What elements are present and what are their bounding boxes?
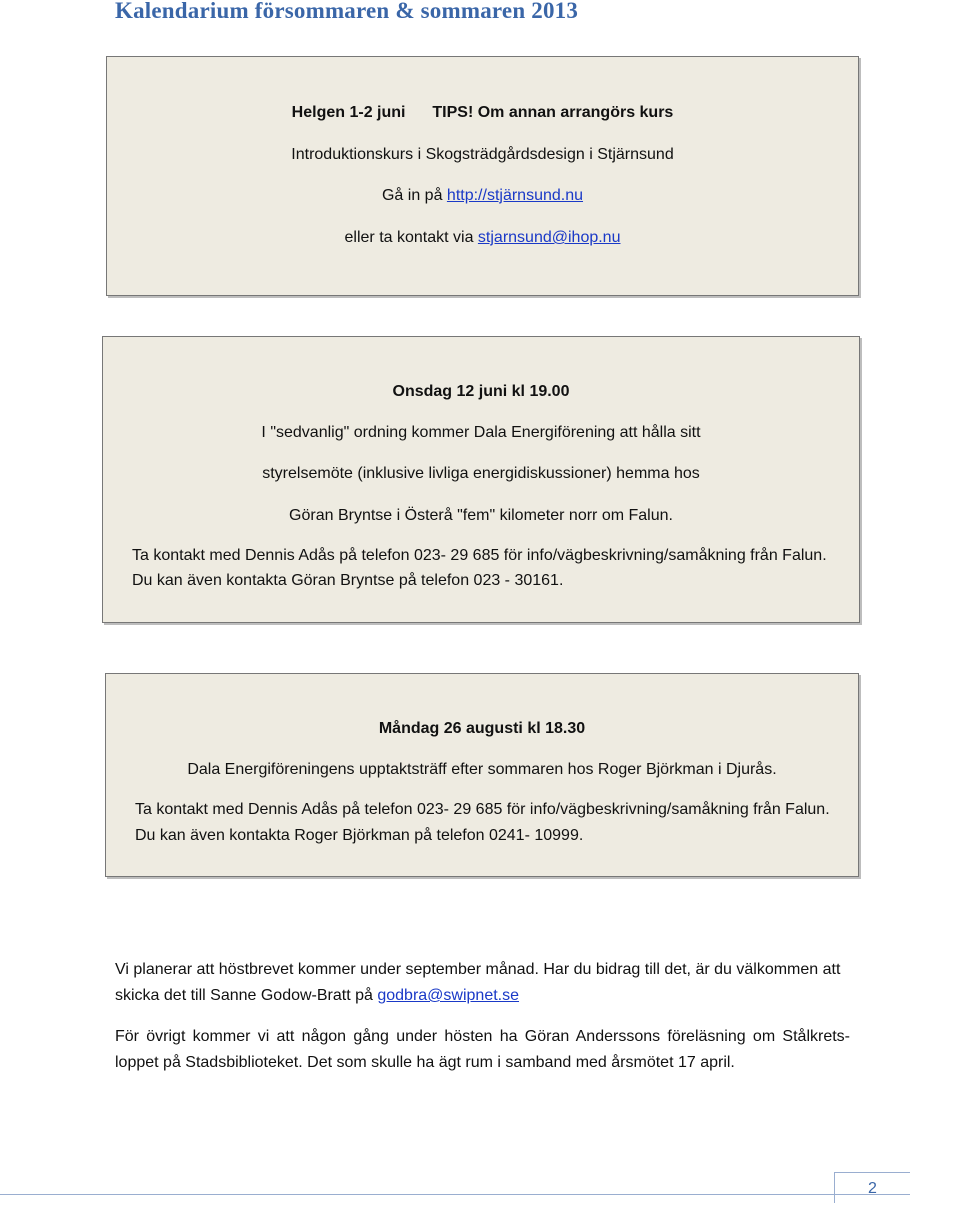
event-box-board-meeting [102,336,860,623]
event-heading: Måndag 26 augusti kl 18.30 [378,720,586,737]
event-box-kickoff [105,673,859,877]
contact-line: Du kan även kontakta Roger Björkman på telefon 0241- 10999. [135,827,584,844]
email-row [107,229,858,247]
email-link[interactable]: stjarnsund@ihop.nu [477,229,621,246]
event-text-line: Göran Bryntse i Österå "fem" kilometer norr om Falun. [289,507,673,524]
notes-paragraph-lecture [115,1024,850,1076]
document-title: Kalendarium försommaren & sommaren 2013 [115,0,579,23]
contact-line: Ta kontakt med Dennis Adås på telefon 023- 29 685 för info/vägbeskrivning/samåkning från Falun. [135,801,830,818]
event-text-line: styrelsemöte (inklusive livliga energidiskussioner) hemma hos [262,465,700,482]
page-number: 2 [834,1172,910,1203]
notes-text: Vi planerar att höstbrevet kommer under september månad. Har du bidrag till det, är du välkommen att skicka det till Sanne Godow-Bratt på [115,961,841,1004]
footer-rule [0,1194,910,1195]
event-box-course [106,56,859,296]
event-text-line: I "sedvanlig" ordning kommer Dala Energiförening att hålla sitt [261,424,701,441]
course-description: Introduktionskurs i Skogsträdgårdsdesign i Stjärnsund [291,146,674,163]
event-text-line: Dala Energiföreningens upptaktsträff efter sommaren hos Roger Björkman i Djurås. [187,761,777,778]
contact-line: Ta kontakt med Dennis Adås på telefon 023- 29 685 för info/vägbeskrivning/samåkning från Falun. [132,547,827,564]
website-row [107,187,858,205]
email-prefix: eller ta kontakt via [344,229,478,246]
website-link[interactable]: http://stjärnsund.nu [446,187,584,204]
notes-text: För övrigt kommer vi att någon gång under hösten ha Göran Anderssons föreläsning om Stålkrets-loppet på Stadsbiblioteket. Det som skulle ha ägt rum i samband med årsmötet 17 april. [115,1028,850,1071]
event-date: Helgen 1-2 juni [291,104,406,121]
contact-line: Du kan även kontakta Göran Bryntse på telefon 023 - 30161. [132,572,564,589]
notes-paragraph-autumn-letter [115,957,850,1009]
event-tips: TIPS! Om annan arrangörs kurs [432,104,674,121]
website-prefix: Gå in på [381,187,447,204]
contact-email-link[interactable]: godbra@swipnet.se [377,987,520,1004]
event-heading: Onsdag 12 juni kl 19.00 [392,383,570,400]
event-heading-row [107,104,858,122]
